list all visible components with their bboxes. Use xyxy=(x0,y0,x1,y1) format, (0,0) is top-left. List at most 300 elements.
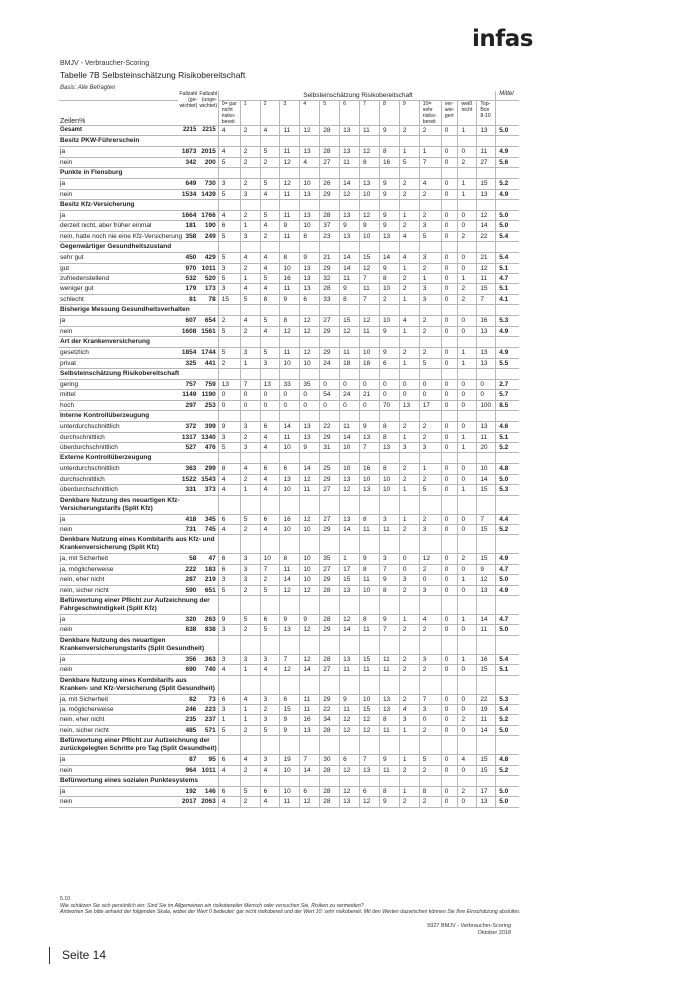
percent-cell: 3 xyxy=(240,442,260,452)
section-label: Externe Kontrollüberzeugung xyxy=(59,453,218,464)
empty-cell xyxy=(496,596,519,615)
percent-cell: 7 xyxy=(477,294,496,304)
percent-cell: 4 xyxy=(260,189,280,199)
percent-cell: 12 xyxy=(360,725,380,735)
percent-cell: 13 xyxy=(379,231,399,241)
percent-cell: 2 xyxy=(419,474,441,484)
percent-cell: 35 xyxy=(320,554,340,564)
percent-cell: 15 xyxy=(477,524,496,534)
empty-cell xyxy=(441,635,458,654)
empty-cell xyxy=(441,675,458,694)
empty-cell xyxy=(458,337,477,348)
percent-cell: 5 xyxy=(260,348,280,358)
empty-cell xyxy=(300,242,320,253)
percent-cell: 1 xyxy=(399,514,419,524)
percent-cell: 32 xyxy=(320,274,340,284)
percent-cell: 2 xyxy=(458,715,477,725)
percent-cell: 24 xyxy=(320,358,340,368)
empty-cell xyxy=(300,168,320,179)
percent-cell: 12 xyxy=(360,147,380,157)
percent-cell: 22 xyxy=(477,694,496,704)
percent-cell: 13 xyxy=(280,474,300,484)
percent-cell: 29 xyxy=(320,189,340,199)
percent-cell: 0 xyxy=(441,263,458,273)
percent-cell: 1 xyxy=(399,147,419,157)
percent-cell: 0 xyxy=(441,625,458,635)
percent-cell: 5 xyxy=(218,157,240,167)
percent-cell: 0 xyxy=(441,464,458,474)
percent-cell: 3 xyxy=(218,432,240,442)
empty-cell xyxy=(260,136,280,147)
percent-cell: 37 xyxy=(320,221,340,231)
empty-cell xyxy=(458,535,477,554)
empty-cell xyxy=(419,242,441,253)
fallzahl-ungewichtet: 95 xyxy=(198,755,218,765)
percent-cell: 23 xyxy=(320,231,340,241)
percent-cell: 2 xyxy=(458,284,477,294)
percent-cell: 16 xyxy=(477,654,496,664)
table-row xyxy=(59,390,519,400)
percent-cell: 3 xyxy=(419,221,441,231)
empty-cell xyxy=(477,242,496,253)
percent-cell: 9 xyxy=(379,189,399,199)
fallzahl-gewichtet: 356 xyxy=(178,654,198,664)
empty-cell xyxy=(399,736,419,755)
percent-cell: 13 xyxy=(379,705,399,715)
footer-date: Oktober 2018 xyxy=(477,929,511,936)
percent-cell: 27 xyxy=(320,485,340,495)
percent-cell: 11 xyxy=(379,665,399,675)
percent-cell: 2 xyxy=(240,432,260,442)
empty-cell xyxy=(280,596,300,615)
empty-cell xyxy=(477,776,496,787)
percent-cell: 2 xyxy=(240,524,260,534)
mean-cell: 5.2 xyxy=(496,179,519,189)
fallzahl-ungewichtet: 1543 xyxy=(198,474,218,484)
percent-cell: 8 xyxy=(360,564,380,574)
mean-cell: 5.2 xyxy=(496,442,519,452)
percent-cell: 11 xyxy=(280,432,300,442)
percent-cell: 0 xyxy=(399,390,419,400)
mean-cell: 5.2 xyxy=(496,715,519,725)
percent-cell: 0 xyxy=(458,514,477,524)
percent-cell: 5 xyxy=(260,211,280,221)
percent-cell: 28 xyxy=(320,615,340,625)
percent-cell: 2 xyxy=(240,179,260,189)
mean-cell: 4.4 xyxy=(496,514,519,524)
percent-cell: 4 xyxy=(218,665,240,675)
percent-cell: 7 xyxy=(360,274,380,284)
percent-cell: 3 xyxy=(218,263,240,273)
percent-cell: 9 xyxy=(379,221,399,231)
empty-cell xyxy=(240,242,260,253)
percent-cell: 2 xyxy=(260,157,280,167)
row-label: nein, sicher nicht xyxy=(59,725,178,735)
fallzahl-ungewichtet: 1439 xyxy=(198,189,218,199)
percent-cell: 13 xyxy=(477,797,496,807)
percent-cell: 3 xyxy=(240,231,260,241)
percent-cell: 11 xyxy=(477,147,496,157)
percent-cell: 5 xyxy=(218,189,240,199)
percent-cell: 9 xyxy=(340,694,360,704)
empty-cell xyxy=(218,675,240,694)
fallzahl-ungewichtet: 651 xyxy=(198,585,218,595)
percent-cell: 0 xyxy=(441,694,458,704)
percent-cell: 1 xyxy=(240,665,260,675)
fallzahl-gewichtet: 1317 xyxy=(178,432,198,442)
percent-cell: 0 xyxy=(320,400,340,410)
percent-cell: 2 xyxy=(399,179,419,189)
row-label: ja, mit Sicherheit xyxy=(59,694,178,704)
percent-cell: 18 xyxy=(360,358,380,368)
empty-cell xyxy=(300,596,320,615)
percent-cell: 11 xyxy=(280,797,300,807)
row-label: durchschnittlich xyxy=(59,432,178,442)
section-header xyxy=(59,776,519,787)
percent-cell: 12 xyxy=(300,348,320,358)
table-row xyxy=(59,432,519,442)
mean-cell: 5.1 xyxy=(496,284,519,294)
percent-cell: 9 xyxy=(379,211,399,221)
row-label: nein xyxy=(59,326,178,336)
percent-cell: 0 xyxy=(441,253,458,263)
percent-cell: 0 xyxy=(441,755,458,765)
fallzahl-gewichtet: 181 xyxy=(178,221,198,231)
percent-cell: 4 xyxy=(458,755,477,765)
fallzahl-ungewichtet: 520 xyxy=(198,274,218,284)
header-span: Selbsteinschätzung Risikobereitschaft xyxy=(218,91,496,101)
percent-cell: 6 xyxy=(300,294,320,304)
empty-cell xyxy=(496,495,519,514)
empty-cell xyxy=(441,495,458,514)
percent-cell: 27 xyxy=(320,316,340,326)
fallzahl-ungewichtet: 78 xyxy=(198,294,218,304)
percent-cell: 0 xyxy=(360,400,380,410)
section-label: Bisherige Messung Gesundheitsverhalten xyxy=(59,305,218,316)
percent-cell: 27 xyxy=(320,157,340,167)
percent-cell: 10 xyxy=(300,564,320,574)
percent-cell: 12 xyxy=(340,787,360,797)
empty-cell xyxy=(240,337,260,348)
section-header xyxy=(59,368,519,379)
percent-cell: 13 xyxy=(300,432,320,442)
empty-cell xyxy=(379,535,399,554)
percent-cell: 0 xyxy=(399,554,419,564)
fallzahl-ungewichtet: 1766 xyxy=(198,211,218,221)
percent-cell: 1 xyxy=(458,126,477,136)
percent-cell: 0 xyxy=(280,390,300,400)
percent-cell: 5 xyxy=(218,348,240,358)
empty-cell xyxy=(399,305,419,316)
percent-cell: 1 xyxy=(419,464,441,474)
mean-cell: 5.0 xyxy=(496,221,519,231)
mean-cell: 5.3 xyxy=(496,694,519,704)
percent-cell: 13 xyxy=(280,625,300,635)
empty-cell xyxy=(399,200,419,211)
empty-cell xyxy=(280,776,300,787)
percent-cell: 3 xyxy=(260,358,280,368)
percent-cell: 4 xyxy=(300,157,320,167)
fallzahl-ungewichtet: 2015 xyxy=(198,147,218,157)
percent-cell: 11 xyxy=(280,348,300,358)
percent-cell: 5 xyxy=(218,725,240,735)
empty-cell xyxy=(280,675,300,694)
section-label: Interne Kontrollüberzeugung xyxy=(59,411,218,422)
fallzahl-gewichtet: 1534 xyxy=(178,189,198,199)
percent-cell: 2 xyxy=(399,654,419,664)
section-label: Befürwortung eines sozialen Punktesystems xyxy=(59,776,218,787)
empty-cell xyxy=(340,242,360,253)
percent-cell: 11 xyxy=(280,284,300,294)
percent-cell: 0 xyxy=(218,390,240,400)
fallzahl-gewichtet: 235 xyxy=(178,715,198,725)
table-row xyxy=(59,705,519,715)
table-row xyxy=(59,400,519,410)
percent-cell: 54 xyxy=(320,390,340,400)
empty-cell xyxy=(340,535,360,554)
percent-cell: 0 xyxy=(441,390,458,400)
empty-cell xyxy=(280,635,300,654)
percent-cell: 12 xyxy=(340,189,360,199)
percent-cell: 14 xyxy=(340,179,360,189)
percent-cell: 2 xyxy=(240,725,260,735)
percent-cell: 0 xyxy=(379,379,399,389)
percent-cell: 11 xyxy=(379,654,399,664)
fallzahl-gewichtet: 81 xyxy=(178,294,198,304)
percent-cell: 4 xyxy=(260,253,280,263)
empty-cell xyxy=(399,535,419,554)
percent-cell: 13 xyxy=(477,348,496,358)
percent-cell: 2 xyxy=(399,625,419,635)
percent-cell: 15 xyxy=(340,316,360,326)
percent-cell: 10 xyxy=(477,464,496,474)
table-row xyxy=(59,474,519,484)
mean-cell: 5.0 xyxy=(496,787,519,797)
mean-cell: 5.6 xyxy=(496,157,519,167)
percent-cell: 3 xyxy=(260,755,280,765)
fallzahl-ungewichtet: 47 xyxy=(198,554,218,564)
percent-cell: 10 xyxy=(360,348,380,358)
mean-cell: 4.1 xyxy=(496,294,519,304)
percent-cell: 5 xyxy=(218,585,240,595)
percent-cell: 6 xyxy=(260,514,280,524)
percent-cell: 22 xyxy=(477,231,496,241)
empty-cell xyxy=(441,535,458,554)
percent-cell: 8 xyxy=(419,787,441,797)
percent-cell: 1 xyxy=(240,274,260,284)
percent-cell: 1 xyxy=(399,432,419,442)
empty-cell xyxy=(218,136,240,147)
row-label: ja xyxy=(59,787,178,797)
percent-cell: 12 xyxy=(300,474,320,484)
percent-cell: 3 xyxy=(260,654,280,664)
fallzahl-ungewichtet: 219 xyxy=(198,575,218,585)
percent-cell: 1 xyxy=(399,211,419,221)
percent-cell: 14 xyxy=(477,221,496,231)
percent-cell: 10 xyxy=(280,263,300,273)
percent-cell: 0 xyxy=(477,379,496,389)
empty-cell xyxy=(240,168,260,179)
empty-cell xyxy=(320,368,340,379)
table-row xyxy=(59,564,519,574)
percent-cell: 11 xyxy=(280,231,300,241)
percent-cell: 0 xyxy=(441,274,458,284)
percent-cell: 0 xyxy=(458,253,477,263)
section-header xyxy=(59,596,519,615)
empty-cell xyxy=(477,453,496,464)
empty-cell xyxy=(218,736,240,755)
percent-cell: 8 xyxy=(360,615,380,625)
empty-cell xyxy=(477,495,496,514)
empty-cell xyxy=(260,596,280,615)
fallzahl-ungewichtet: 571 xyxy=(198,725,218,735)
percent-cell: 9 xyxy=(379,348,399,358)
percent-cell: 0 xyxy=(458,797,477,807)
empty-cell xyxy=(320,675,340,694)
empty-cell xyxy=(419,368,441,379)
fallzahl-ungewichtet: 2215 xyxy=(198,126,218,136)
mean-cell: 5.2 xyxy=(496,524,519,534)
empty-cell xyxy=(477,411,496,422)
percent-cell: 11 xyxy=(280,211,300,221)
row-label: zufriedenstellend xyxy=(59,274,178,284)
percent-cell: 15 xyxy=(280,705,300,715)
percent-cell: 2 xyxy=(458,787,477,797)
row-label: nein, eher nicht xyxy=(59,715,178,725)
percent-cell: 15 xyxy=(477,665,496,675)
percent-cell: 5 xyxy=(399,157,419,167)
percent-cell: 0 xyxy=(441,715,458,725)
percent-cell: 2 xyxy=(419,316,441,326)
percent-cell: 0 xyxy=(441,654,458,664)
percent-cell: 12 xyxy=(300,316,320,326)
percent-cell: 9 xyxy=(340,221,360,231)
empty-cell xyxy=(496,736,519,755)
table-row xyxy=(59,725,519,735)
section-header xyxy=(59,242,519,253)
percent-cell: 2 xyxy=(458,294,477,304)
empty-cell xyxy=(240,368,260,379)
percent-cell: 1 xyxy=(399,358,419,368)
empty-cell xyxy=(419,495,441,514)
fallzahl-gewichtet: 964 xyxy=(178,765,198,775)
percent-cell: 28 xyxy=(320,211,340,221)
percent-cell: 21 xyxy=(360,390,380,400)
empty-cell xyxy=(399,635,419,654)
fallzahl-gewichtet: 1664 xyxy=(178,211,198,221)
empty-cell xyxy=(340,776,360,787)
percent-cell: 6 xyxy=(260,615,280,625)
empty-cell xyxy=(379,495,399,514)
col-header: 1 xyxy=(240,101,260,126)
percent-cell: 70 xyxy=(379,400,399,410)
empty-cell xyxy=(260,242,280,253)
percent-cell: 0 xyxy=(399,379,419,389)
empty-cell xyxy=(441,337,458,348)
row-label: gesetzlich xyxy=(59,348,178,358)
percent-cell: 0 xyxy=(441,348,458,358)
percent-cell: 0 xyxy=(441,797,458,807)
percent-cell: 0 xyxy=(458,422,477,432)
empty-cell xyxy=(320,495,340,514)
fallzahl-gewichtet: 325 xyxy=(178,358,198,368)
percent-cell: 16 xyxy=(360,464,380,474)
fallzahl-ungewichtet: 299 xyxy=(198,464,218,474)
table-row xyxy=(59,755,519,765)
percent-cell: 13 xyxy=(340,585,360,595)
percent-cell: 14 xyxy=(340,263,360,273)
percent-cell: 8 xyxy=(379,432,399,442)
table-row xyxy=(59,231,519,241)
basis-note: Basis: Alle Befragten xyxy=(60,85,116,91)
fallzahl-ungewichtet: 654 xyxy=(198,316,218,326)
table-row xyxy=(59,326,519,336)
percent-cell: 0 xyxy=(441,787,458,797)
table-row xyxy=(59,514,519,524)
empty-cell xyxy=(441,453,458,464)
empty-cell xyxy=(399,337,419,348)
percent-cell: 13 xyxy=(340,211,360,221)
empty-cell xyxy=(260,635,280,654)
percent-cell: 0 xyxy=(458,705,477,715)
percent-cell: 13 xyxy=(300,263,320,273)
section-label: Befürwortung einer Pflicht zur Aufzeichnung der Fahrgeschwindigkeit (Split Kfz) xyxy=(59,596,218,615)
percent-cell: 1 xyxy=(458,442,477,452)
col-header: 0= gar nicht risiko-bereit xyxy=(218,101,240,126)
table-row xyxy=(59,654,519,664)
percent-cell: 19 xyxy=(477,705,496,715)
empty-cell xyxy=(419,675,441,694)
section-label: Denkbare Nutzung des neuartigen Krankenversicherungstarifs (Split Gesundheit) xyxy=(59,635,218,654)
percent-cell: 9 xyxy=(218,422,240,432)
empty-cell xyxy=(477,168,496,179)
percent-cell: 10 xyxy=(360,694,380,704)
percent-cell: 0 xyxy=(280,400,300,410)
percent-cell: 27 xyxy=(477,157,496,167)
percent-cell: 13 xyxy=(300,284,320,294)
percent-cell: 2 xyxy=(240,147,260,157)
table-row xyxy=(59,348,519,358)
empty-cell xyxy=(360,411,380,422)
percent-cell: 3 xyxy=(379,554,399,564)
percent-cell: 0 xyxy=(441,379,458,389)
percent-cell: 8 xyxy=(300,231,320,241)
empty-cell xyxy=(399,675,419,694)
percent-cell: 1 xyxy=(399,615,419,625)
percent-cell: 31 xyxy=(320,442,340,452)
percent-cell: 4 xyxy=(260,126,280,136)
percent-cell: 0 xyxy=(340,400,360,410)
percent-cell: 3 xyxy=(419,524,441,534)
mean-cell: 5.1 xyxy=(496,432,519,442)
percent-cell: 1 xyxy=(458,575,477,585)
percent-cell: 0 xyxy=(441,316,458,326)
fallzahl-gewichtet: 287 xyxy=(178,575,198,585)
fallzahl-gewichtet: 532 xyxy=(178,274,198,284)
empty-cell xyxy=(496,635,519,654)
percent-cell: 13 xyxy=(300,274,320,284)
empty-cell xyxy=(300,635,320,654)
col-header: 5 xyxy=(320,101,340,126)
percent-cell: 13 xyxy=(379,694,399,704)
percent-cell: 8 xyxy=(379,274,399,284)
results-table xyxy=(59,91,519,808)
mean-cell: 4.9 xyxy=(496,585,519,595)
percent-cell: 1 xyxy=(218,715,240,725)
percent-cell: 0 xyxy=(340,379,360,389)
empty-cell xyxy=(300,305,320,316)
empty-cell xyxy=(320,168,340,179)
